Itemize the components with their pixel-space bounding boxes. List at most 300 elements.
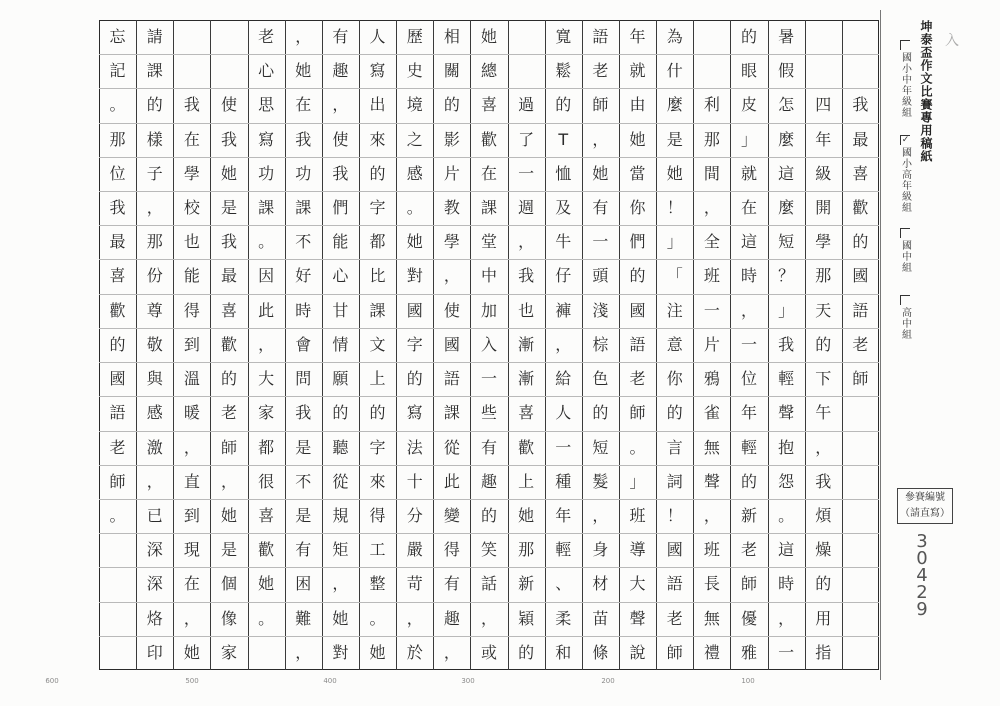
handwritten-char: 一 [518,163,535,183]
handwritten-char: 歡 [109,300,126,320]
handwritten-char: 歡 [852,198,869,218]
handwritten-char: 思 [258,95,275,115]
handwritten-char: ， [258,334,275,354]
handwritten-char: 聲 [778,403,795,423]
handwritten-char: 位 [109,163,126,183]
handwritten-char: 你 [666,369,683,389]
handwritten-char: 溫 [183,369,200,389]
handwritten-char: 班 [629,505,646,525]
handwritten-char: 。 [258,232,275,252]
handwritten-char: 她 [480,27,497,46]
handwritten-char: 於 [406,642,423,662]
handwritten-char: 用 [815,608,832,628]
handwritten-char: 課 [480,198,497,218]
handwritten-char: 開 [815,198,832,218]
handwritten-char: 老 [666,608,683,628]
handwritten-char: 來 [369,129,386,149]
handwritten-char: 的 [220,369,237,389]
handwritten-char: 到 [183,334,200,354]
handwritten-char: 時 [778,574,795,594]
handwritten-char: 寬 [555,27,572,46]
handwritten-char: 。 [406,198,423,218]
handwritten-char: 。 [369,608,386,628]
handwritten-char: 就 [740,163,757,183]
handwritten-char: 在 [295,95,312,115]
entry-code-value: 30429 [916,531,928,620]
handwritten-char: 就 [629,61,646,81]
handwritten-char: 棕 [592,334,609,354]
handwritten-char: 師 [666,642,683,662]
handwritten-char: 柔 [555,608,572,628]
handwritten-char: 午 [815,403,832,423]
handwritten-char: 指 [815,642,832,662]
level-label: 國小高年級組 [899,147,911,213]
handwritten-char: 給 [555,369,572,389]
handwritten-char: 都 [258,437,275,457]
handwritten-char: 老 [592,61,609,81]
handwritten-char: 關 [443,61,460,81]
handwritten-char: 些 [480,403,497,423]
handwritten-char: 學 [815,232,832,252]
level-label: 高中組 [899,307,911,340]
handwritten-char: 師 [629,403,646,423]
handwritten-char: 鴉 [703,369,720,389]
handwritten-char: 寫 [258,129,275,149]
handwritten-char: 」 [778,300,795,320]
handwritten-char: 一 [778,642,795,662]
handwritten-char: 的 [852,232,869,252]
handwritten-char: 我 [295,129,312,149]
handwritten-char: 字 [369,198,386,218]
handwritten-char: 下 [815,369,832,389]
handwritten-char: 對 [406,266,423,286]
handwritten-char: 這 [778,163,795,183]
handwritten-char: 功 [258,163,275,183]
handwritten-char: ？ [778,266,795,286]
handwritten-char: 此 [443,471,460,491]
handwritten-char: 上 [518,471,535,491]
handwritten-char: 有 [592,198,609,218]
handwritten-char: ！ [666,505,683,525]
scale-number: 300 [461,677,475,685]
handwritten-char: 這 [778,540,795,560]
handwritten-char: 時 [740,266,757,286]
handwritten-char: 字 [406,334,423,354]
handwritten-char: ， [778,608,795,628]
handwritten-char: 師 [740,574,757,594]
handwritten-char: 的 [555,95,572,115]
handwritten-char: 對 [332,642,349,662]
checkbox[interactable] [900,40,910,50]
handwritten-char: ， [815,437,832,457]
handwritten-char: 輕 [555,540,572,560]
handwritten-char: 們 [332,198,349,218]
handwritten-char: 。 [629,437,646,457]
handwritten-char: 的 [369,403,386,423]
handwritten-char: 當 [629,163,646,183]
handwritten-char: 淺 [592,300,609,320]
handwritten-char: 史 [406,61,423,81]
handwritten-char: 老 [220,403,237,423]
handwritten-char: 趣 [332,61,349,81]
handwritten-char: ， [555,334,572,354]
handwritten-char: ， [592,505,609,525]
handwritten-char: 年 [815,129,832,149]
handwritten-char: 是 [220,540,237,560]
handwritten-char: 的 [480,505,497,525]
handwritten-char: 加 [480,300,497,320]
handwritten-char: 尊 [146,300,163,320]
handwritten-char: 的 [109,334,126,354]
handwritten-char: 境 [406,95,423,115]
handwritten-char: 忘 [109,27,126,46]
handwritten-char: 學 [443,232,460,252]
handwritten-char: 有 [295,540,312,560]
handwritten-char: 的 [369,163,386,183]
handwritten-char: 那 [146,232,163,252]
handwritten-char: 能 [183,266,200,286]
handwritten-char: 意 [666,334,683,354]
handwritten-char: 身 [592,540,609,560]
entry-code-label: 參賽編號（請直寫） [897,488,953,524]
handwritten-char: 功 [295,163,312,183]
handwritten-char: 好 [295,266,312,286]
handwritten-char: 已 [146,505,163,525]
handwritten-char: 穎 [518,608,535,628]
handwritten-char: 片 [703,334,720,354]
handwritten-char: 或 [480,642,497,662]
handwritten-char: T [558,129,569,149]
handwritten-char: 語 [852,300,869,320]
handwritten-char: 是 [295,437,312,457]
handwritten-char: 有 [480,437,497,457]
handwritten-char: 得 [443,540,460,560]
handwritten-char: 漸 [518,369,535,389]
handwritten-char: 深 [146,540,163,560]
handwritten-char: 印 [146,642,163,662]
handwritten-char: 髮 [592,471,609,491]
handwritten-char: 注 [666,300,683,320]
handwritten-char: 大 [629,574,646,594]
handwritten-char: 「 [666,266,683,286]
handwritten-char: 的 [815,334,832,354]
handwritten-char: 間 [703,163,720,183]
handwritten-char: 有 [443,574,460,594]
handwritten-char: ， [183,608,200,628]
handwritten-char: 禮 [703,642,720,662]
handwritten-char: 老 [852,334,869,354]
handwritten-char: 輕 [740,437,757,457]
handwritten-char: 牛 [555,232,572,252]
handwritten-char: 及 [555,198,572,218]
handwritten-char: 嚴 [406,540,423,560]
handwritten-char: 語 [592,27,609,46]
handwritten-char: 的 [740,471,757,491]
handwritten-char: 工 [369,540,386,560]
handwritten-char: ， [443,266,460,286]
handwritten-char: 在 [183,129,200,149]
handwritten-char: 困 [295,574,312,594]
handwritten-char: 歡 [220,334,237,354]
handwritten-char: ， [592,129,609,149]
scale-number: 200 [601,677,615,685]
handwritten-char: 上 [369,369,386,389]
handwritten-char: 課 [369,300,386,320]
handwritten-char: 言 [666,437,683,457]
handwritten-char: 在 [183,574,200,594]
handwritten-char: 眼 [740,61,757,81]
handwritten-char: 心 [258,61,275,81]
handwritten-char: 是 [295,505,312,525]
handwritten-char: ， [443,642,460,662]
handwritten-char: 笑 [480,540,497,560]
handwritten-char: 和 [555,642,572,662]
handwritten-char: 喜 [480,95,497,115]
handwritten-char: 為 [666,27,683,46]
level-label: 國中組 [899,240,911,273]
handwritten-char: 長 [703,574,720,594]
handwritten-char: 她 [369,642,386,662]
handwritten-char: 國 [629,300,646,320]
handwritten-char: 雀 [703,403,720,423]
handwritten-char: 的 [629,266,646,286]
handwritten-char: 片 [443,163,460,183]
handwritten-char: 感 [406,163,423,183]
handwritten-char: 怎 [778,95,795,115]
handwritten-char: 問 [295,369,312,389]
checkbox[interactable] [900,295,910,305]
handwritten-char: 堂 [480,232,497,252]
handwritten-char: 直 [183,471,200,491]
handwritten-char: 課 [295,198,312,218]
handwritten-char: 那 [518,540,535,560]
handwritten-char: 班 [703,540,720,560]
handwritten-char: 她 [332,608,349,628]
handwritten-char: 怨 [778,471,795,491]
checkbox[interactable]: ✓ [901,135,910,145]
writing-grid [99,20,879,670]
handwritten-char: 」 [629,471,646,491]
handwritten-char: 。 [778,505,795,525]
handwritten-char: 師 [592,95,609,115]
handwritten-char: 國 [406,300,423,320]
handwritten-char: 也 [183,232,200,252]
handwritten-char: 使 [220,95,237,115]
handwritten-char: 從 [443,437,460,457]
handwritten-char: ， [740,300,757,320]
handwritten-char: 暑 [778,27,795,46]
handwritten-char: 因 [258,266,275,286]
handwritten-char: 燥 [815,540,832,560]
handwritten-char: 人 [555,403,572,423]
handwritten-char: ， [295,27,312,46]
handwritten-char: 仔 [555,266,572,286]
handwritten-char: 鬆 [555,61,572,81]
handwritten-char: 文 [369,334,386,354]
handwritten-char: 國 [666,540,683,560]
handwritten-char: 一 [740,334,757,354]
handwritten-char: 老 [740,540,757,560]
handwritten-char: 利 [703,95,720,115]
handwritten-char: 我 [183,95,200,115]
checkbox[interactable] [900,228,910,238]
handwritten-char: 她 [666,163,683,183]
handwritten-char: 敬 [146,334,163,354]
handwritten-char: 得 [369,505,386,525]
handwritten-char: 優 [740,608,757,628]
handwritten-char: 抱 [778,437,795,457]
handwritten-char: 麼 [778,198,795,218]
handwritten-char: 什 [666,61,683,81]
handwritten-char: 子 [146,163,163,183]
handwritten-char: 像 [220,608,237,628]
handwritten-char: 喜 [258,505,275,525]
handwritten-char: 請 [146,27,163,46]
handwritten-char: 的 [443,95,460,115]
handwritten-char: 她 [406,232,423,252]
handwritten-char: 的 [740,27,757,46]
handwritten-char: 級 [815,163,832,183]
handwritten-char: 寫 [406,403,423,423]
handwritten-char: ， [220,471,237,491]
handwritten-char: 我 [518,266,535,286]
handwritten-char: 總 [480,61,497,81]
handwritten-char: 國 [443,334,460,354]
handwritten-char: 的 [146,95,163,115]
handwritten-char: 我 [109,198,126,218]
handwritten-char: 老 [258,27,275,46]
handwritten-char: 到 [183,505,200,525]
handwritten-char: 歡 [480,129,497,149]
handwritten-char: 暖 [183,403,200,423]
handwritten-char: 雅 [740,642,757,662]
handwritten-char: 家 [220,642,237,662]
handwritten-char: 聽 [332,437,349,457]
handwritten-char: 麼 [666,95,683,115]
handwritten-char: ， [406,608,423,628]
handwritten-char: 。 [109,95,126,115]
handwritten-char: ， [480,608,497,628]
handwritten-char: 能 [332,232,349,252]
handwritten-char: 你 [629,198,646,218]
level-option-middle-elementary[interactable] [896,40,914,121]
handwritten-char: 她 [183,642,200,662]
handwritten-char: 我 [220,129,237,149]
handwritten-char: 她 [295,61,312,81]
handwritten-char: 那 [815,266,832,286]
handwritten-char: 苛 [406,574,423,594]
handwritten-char: 的 [332,403,349,423]
handwritten-char: 之 [406,129,423,149]
handwritten-char: 影 [443,129,460,149]
handwritten-char: 最 [109,232,126,252]
handwritten-char: 短 [778,232,795,252]
handwritten-char: 褲 [555,300,572,320]
handwritten-char: 在 [740,198,757,218]
handwritten-char: 聲 [703,471,720,491]
handwritten-char: 頭 [592,266,609,286]
handwritten-char: 話 [480,574,497,594]
handwritten-char: 趣 [480,471,497,491]
handwritten-char: 由 [629,95,646,115]
handwritten-char: 她 [592,163,609,183]
handwritten-char: 新 [518,574,535,594]
level-option-upper-elementary[interactable] [896,135,914,216]
handwritten-char: 變 [443,505,460,525]
handwritten-char: 我 [220,232,237,252]
handwritten-char: 漸 [518,334,535,354]
handwritten-char: 歡 [258,540,275,560]
handwritten-char: 在 [480,163,497,183]
handwritten-char: 感 [146,403,163,423]
handwritten-char: 師 [220,437,237,457]
scale-number: 100 [741,677,755,685]
handwritten-char: 師 [109,471,126,491]
handwritten-char: ， [146,471,163,491]
handwritten-char: 無 [703,437,720,457]
handwritten-char: ， [295,642,312,662]
handwritten-char: 激 [146,437,163,457]
handwritten-char: 相 [443,27,460,46]
handwritten-char: 了 [518,129,535,149]
handwritten-char: 我 [778,334,795,354]
handwritten-char: 與 [146,369,163,389]
handwritten-char: 麼 [778,129,795,149]
handwritten-char: 皮 [740,95,757,115]
handwritten-char: 會 [295,334,312,354]
handwritten-char: 比 [369,266,386,286]
handwritten-char: 的 [815,574,832,594]
handwritten-char: 學 [183,163,200,183]
handwritten-char: 說 [629,642,646,662]
level-option-senior-high[interactable] [896,295,914,343]
handwritten-char: 的 [592,403,609,423]
handwritten-char: 班 [703,266,720,286]
handwritten-char: 入 [480,334,497,354]
handwritten-char: 一 [480,369,497,389]
handwritten-char: 恤 [555,163,572,183]
handwritten-char: 條 [592,642,609,662]
handwritten-char: 導 [629,540,646,560]
handwritten-char: 她 [220,505,237,525]
handwritten-char: 我 [815,471,832,491]
level-option-junior-high[interactable] [896,228,914,276]
handwritten-char: 中 [480,266,497,286]
handwritten-char: 煩 [815,505,832,525]
handwritten-char: 國 [852,266,869,286]
handwritten-char: 十 [406,471,423,491]
handwritten-char: 天 [815,300,832,320]
handwritten-char: 四 [815,95,832,115]
handwritten-char: 色 [592,369,609,389]
handwritten-char: 也 [518,300,535,320]
handwritten-char: 位 [740,369,757,389]
handwritten-char: 全 [703,232,720,252]
handwritten-char: 歡 [518,437,535,457]
handwritten-char: 使 [332,129,349,149]
handwritten-char: 是 [666,129,683,149]
handwritten-char: 份 [146,266,163,286]
handwritten-char: 語 [629,334,646,354]
handwritten-char: 大 [258,369,275,389]
handwritten-char: 人 [369,27,386,46]
scale-number: 600 [45,677,59,685]
handwritten-char: 的 [406,369,423,389]
handwritten-char: 最 [220,266,237,286]
handwritten-char: 」 [740,129,757,149]
handwritten-char: 校 [183,198,200,218]
handwritten-char: 我 [295,403,312,423]
